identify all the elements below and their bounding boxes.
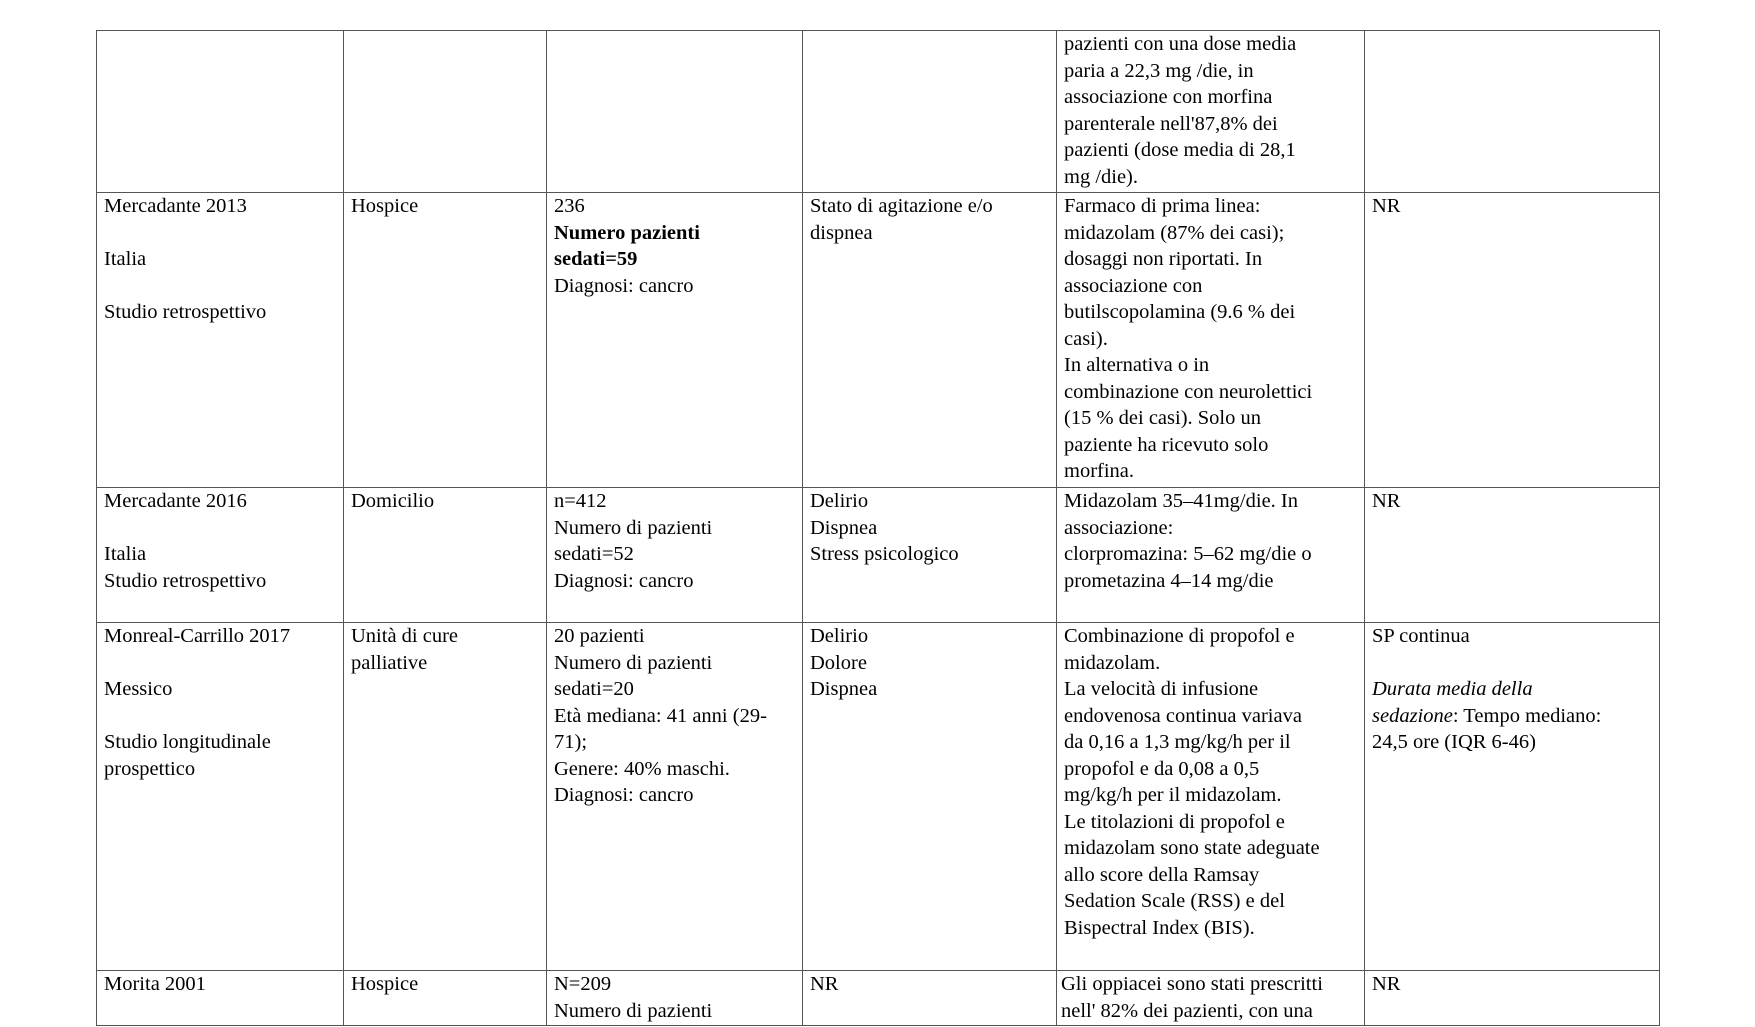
text-line: Unità di cure [351,625,459,647]
text-line: 71); [554,731,588,753]
table-row [97,31,1660,193]
text-line: dispnea [810,221,873,244]
setting-cell [344,971,547,1026]
indication-cell [803,488,1057,623]
text-line: Midazolam 35–41mg/die. In [1064,490,1298,512]
text-line: mg/kg/h per il midazolam. [1064,784,1282,806]
sample-cell [547,971,803,1026]
sample-cell [547,193,803,488]
treatment-cell [1057,31,1365,193]
indication-cell [803,971,1057,1026]
text-line [1372,703,1652,730]
text-line: NR [1372,973,1401,995]
study-cell [97,971,344,1026]
study-author-year: Morita 2001 [104,973,206,995]
treatment-cell [1057,193,1365,488]
text-line: clorpromazina: 5–62 mg/die o [1064,543,1312,565]
sedation-studies-table [96,30,1660,1026]
text-line: 20 pazienti [554,625,645,647]
text-line: mg /die). [1064,165,1139,188]
text-line: N=209 [554,973,612,995]
study-author-year: Monreal-Carrillo 2017 [104,625,291,647]
text-line: sedati=59 [554,248,638,270]
text-line: In alternativa o in [1064,354,1210,376]
text-line: pazienti (dose media di 28,1 [1064,139,1296,161]
text-line: Diagnosi: cancro [554,569,694,592]
sample-cell [547,623,803,971]
text-line: Delirio [810,625,869,647]
text-line: dosaggi non riportati. In [1064,248,1263,270]
table-row [97,971,1660,1026]
text-line: NR [1372,490,1401,512]
text-line: parenterale nell'87,8% dei [1064,112,1278,135]
text-line: Domicilio [351,490,435,512]
text-line: palliative [351,651,428,674]
text-line: Gli oppiacei sono stati prescritti [1061,973,1323,995]
text-line: associazione: [1064,516,1174,539]
text-line: midazolam. [1064,651,1161,674]
text-line: sedati=20 [554,678,634,700]
outcome-cell [1365,488,1660,623]
text-line: Combinazione di propofol e [1064,625,1295,647]
text-line: Stato di agitazione e/o [810,195,993,217]
text-line: Stress psicologico [810,543,959,565]
text-line: allo score della Ramsay [1064,863,1260,886]
study-design: Studio longitudinale [104,731,271,753]
text-line: combinazione con neurolettici [1064,380,1313,403]
table-row [97,488,1660,623]
text-line: (15 % dei casi). Solo un [1064,407,1261,429]
text-line: Hospice [351,973,419,995]
text-line: Dispnea [810,516,878,539]
text-line: Le titolazioni di propofol e [1064,810,1285,833]
text-line: Diagnosi: cancro [554,274,694,297]
text-line: casi). [1064,327,1108,350]
outcome-cell [1365,971,1660,1026]
table-row [97,623,1660,971]
text-line: Età mediana: 41 anni (29- [554,704,767,727]
text-line: Dispnea [810,678,878,700]
setting-cell [344,623,547,971]
indication-cell [803,193,1057,488]
treatment-cell [1057,623,1365,971]
study-author-year: Mercadante 2016 [104,490,247,512]
treatment-cell [1057,971,1365,1026]
study-cell [97,488,344,623]
text-line: nell' 82% dei pazienti, con una [1061,999,1313,1022]
text-line: Genere: 40% maschi. [554,757,730,780]
text-line: NR [1372,195,1401,217]
text-line: morfina. [1064,460,1135,482]
text-line: propofol e da 0,08 a 0,5 [1064,757,1260,780]
treatment-cell [1057,488,1365,623]
text-line: Sedation Scale (RSS) e del [1064,890,1285,912]
text-line: Farmaco di prima linea: [1064,195,1261,217]
sample-cell [547,488,803,623]
text-line: Delirio [810,490,869,512]
text-line: Hospice [351,195,419,217]
text-fragment: : Tempo mediano: [1452,704,1602,727]
text-line: NR [810,973,839,995]
text-line: Numero di pazienti [554,999,713,1022]
text-line: Numero di pazienti [554,516,713,539]
text-line: sedati=52 [554,543,634,565]
text-line: midazolam (87% dei casi); [1064,221,1285,244]
text-line: Diagnosi: cancro [554,784,694,806]
text-line: Numero pazienti [554,221,700,244]
study-cell [97,31,344,193]
text-line: 24,5 ore (IQR 6-46) [1372,731,1536,753]
sample-cell [547,31,803,193]
text-line: paria a 22,3 mg /die, in [1064,59,1254,82]
study-country: Italia [104,543,147,565]
text-line: associazione con morfina [1064,86,1273,108]
study-cell [97,193,344,488]
text-line: 236 [554,195,585,217]
text-line: prometazina 4–14 mg/die [1064,569,1274,592]
outcome-cell [1365,623,1660,971]
study-author-year: Mercadante 2013 [104,195,247,217]
study-cell [97,623,344,971]
study-country: Italia [104,248,147,270]
text-line: La velocità di infusione [1064,678,1259,700]
setting-cell [344,31,547,193]
text-line: paziente ha ricevuto solo [1064,433,1269,456]
text-line: da 0,16 a 1,3 mg/kg/h per il [1064,731,1291,753]
indication-cell [803,31,1057,193]
text-line: butilscopolamina (9.6 % dei [1064,301,1296,323]
study-design: prospettico [104,757,196,780]
table-row [97,193,1660,488]
text-line: Durata media della [1372,678,1533,700]
text-line: n=412 [554,490,607,512]
text-line: Bispectral Index (BIS). [1064,916,1255,939]
text-line: associazione con [1064,274,1203,297]
study-design: Studio retrospettivo [104,569,267,592]
text-line: endovenosa continua variava [1064,704,1302,727]
text-line: Numero di pazienti [554,651,713,674]
text-line: SP continua [1372,625,1470,647]
setting-cell [344,488,547,623]
italic-term: sedazione [1372,704,1453,727]
text-line: midazolam sono state adeguate [1064,837,1320,859]
study-design: Studio retrospettivo [104,301,267,323]
text-line: Dolore [810,651,867,674]
text-line: pazienti con una dose media [1064,33,1297,55]
outcome-cell [1365,193,1660,488]
study-country: Messico [104,678,173,700]
outcome-cell [1365,31,1660,193]
indication-cell [803,623,1057,971]
setting-cell [344,193,547,488]
